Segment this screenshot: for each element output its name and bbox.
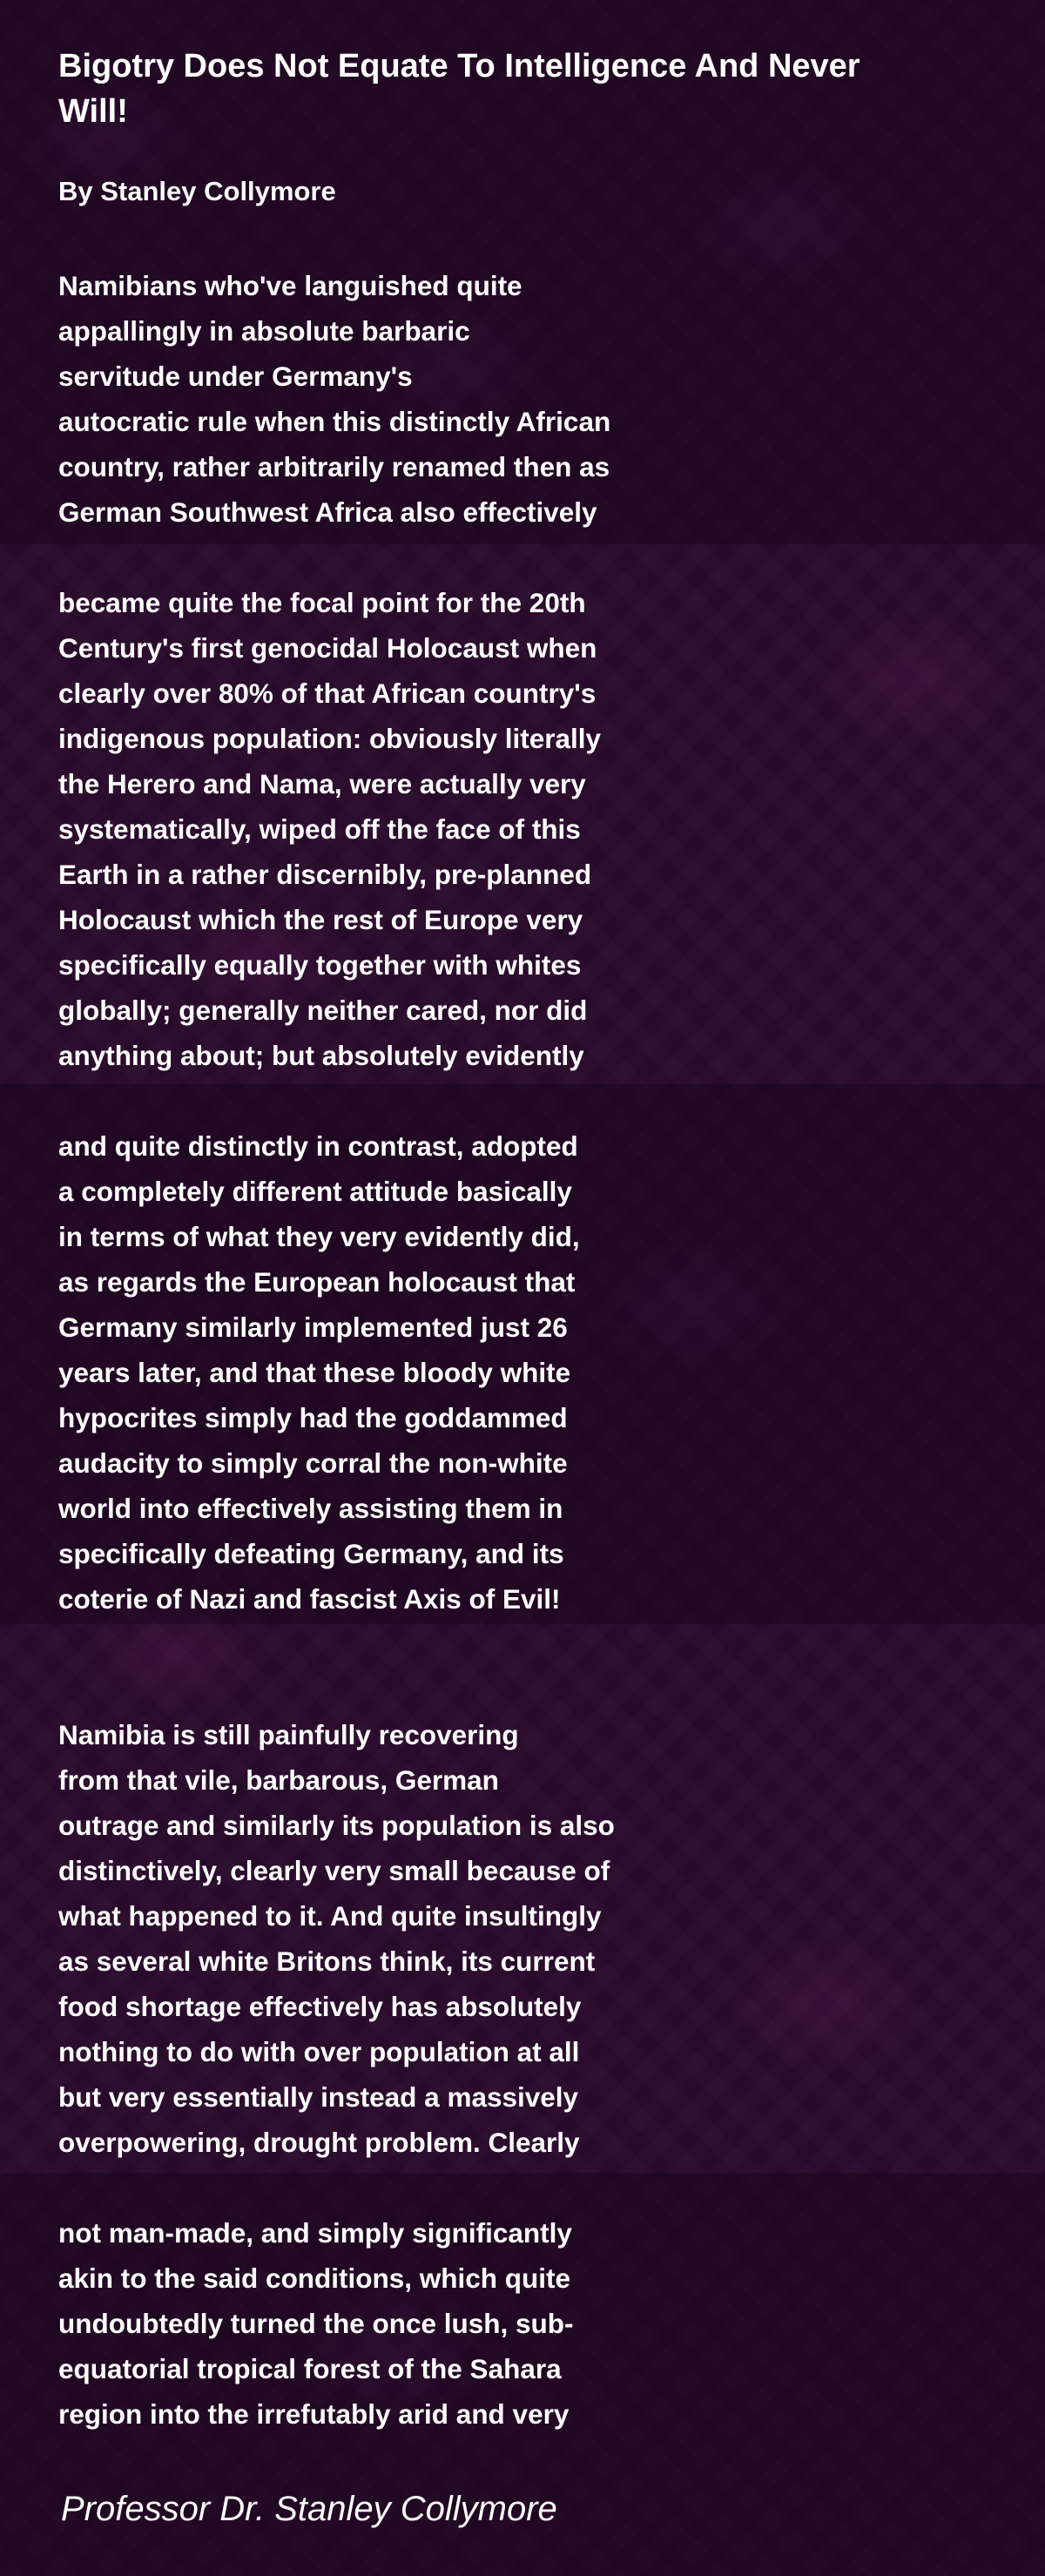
poem-line: years later, and that these bloody white: [58, 1357, 571, 1388]
poem-line: Namibia is still painfully recovering: [58, 1719, 519, 1750]
poem-line: and quite distinctly in contrast, adopted: [58, 1130, 578, 1162]
poem-signature: Professor Dr. Stanley Collymore: [61, 2490, 557, 2528]
poem-line: coterie of Nazi and fascist Axis of Evil!: [58, 1583, 561, 1615]
poem-line: food shortage effectively has absolutely: [58, 1991, 582, 2022]
poem-line: Germany similarly implemented just 26: [58, 1312, 568, 1343]
poem-line: systematically, wiped off the face of this: [58, 813, 581, 845]
poem-line: Earth in a rather discernibly, pre-planned: [58, 859, 592, 890]
poem-line: hypocrites simply had the goddammed: [58, 1402, 568, 1433]
poem-line: Holocaust which the rest of Europe very: [58, 904, 583, 935]
poem-line: Namibians who've languished quite: [58, 270, 522, 301]
poem-line: became quite the focal point for the 20th: [58, 587, 586, 618]
stanza: [58, 2210, 981, 2437]
poem-line: in terms of what they very evidently did,: [58, 1221, 580, 1252]
poem-line: Century's first genocidal Holocaust when: [58, 632, 597, 664]
poem-line: indigenous population: obviously literally: [58, 723, 602, 754]
stanza-gap: [58, 1078, 981, 1123]
poem-line: clearly over 80% of that African country's: [58, 678, 597, 709]
poem-line: world into effectively assisting them in: [58, 1493, 563, 1524]
poem-line: specifically equally together with whites: [58, 949, 582, 981]
poem-line: overpowering, drought problem. Clearly: [58, 2127, 580, 2158]
poem-line: nothing to do with over population at all: [58, 2036, 580, 2067]
poem-line: undoubtedly turned the once lush, sub-: [58, 2308, 574, 2339]
poem-byline: By Stanley Collymore: [58, 176, 336, 206]
poem-line: specifically defeating Germany, and its: [58, 1538, 564, 1569]
stanza: [58, 580, 981, 1078]
poem-line: distinctively, clearly very small because of: [58, 1855, 610, 1886]
poem-title: Bigotry Does Not Equate To Intelligence And Never Will!: [58, 48, 860, 130]
poem-line: globally; generally neither cared, nor did: [58, 995, 588, 1026]
poem-card: [58, 44, 981, 2437]
poem-body: [58, 263, 981, 2437]
poem-line: German Southwest Africa also effectively: [58, 496, 597, 528]
poem-line: country, rather arbitrarily renamed then as: [58, 451, 610, 482]
stanza-gap: [58, 535, 981, 580]
stanza: [58, 1123, 981, 1622]
poem-line: equatorial tropical forest of the Sahara: [58, 2353, 562, 2384]
poem-line: as regards the European holocaust that: [58, 1266, 576, 1298]
stanza: [58, 1712, 981, 2165]
poem-line: the Herero and Nama, were actually very: [58, 768, 586, 799]
poem-line: not man-made, and simply significantly: [58, 2217, 572, 2249]
poem-line: autocratic rule when this distinctly African: [58, 406, 611, 437]
poem-line: akin to the said conditions, which quite: [58, 2262, 571, 2294]
stanza-gap: [58, 2165, 981, 2210]
stanza-gap: [58, 1622, 981, 1712]
poem-line: region into the irrefutably arid and very: [58, 2398, 570, 2430]
poem-line: but very essentially instead a massively: [58, 2081, 579, 2113]
poem-line: a completely different attitude basically: [58, 1176, 572, 1207]
poem-line: from that vile, barbarous, German: [58, 1764, 499, 1796]
poem-line: as several white Britons think, its current: [58, 1945, 596, 1977]
stanza: [58, 263, 981, 535]
poem-line: appallingly in absolute barbaric: [58, 315, 470, 347]
poem-line: audacity to simply corral the non-white: [58, 1447, 568, 1479]
poem-line: servitude under Germany's: [58, 361, 413, 392]
poem-line: what happened to it. And quite insultingly: [58, 1900, 602, 1932]
poem-line: anything about; but absolutely evidently: [58, 1040, 584, 1071]
poem-line: outrage and similarly its population is also: [58, 1810, 615, 1841]
